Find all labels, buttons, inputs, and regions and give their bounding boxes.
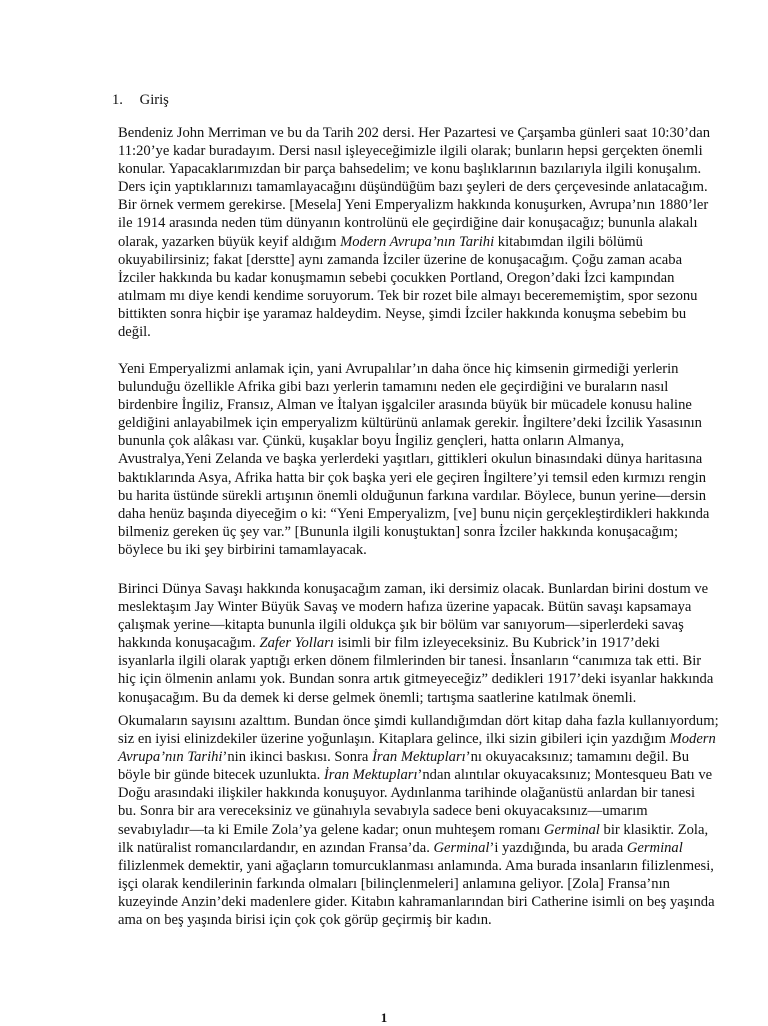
text-line <box>118 269 675 287</box>
text-run: atılmam mı diye kendi kendime soruyorum. Tek bir rozet bile almayı becerememiştim, spor sezonu <box>118 287 698 304</box>
section-heading <box>112 91 169 109</box>
text-line <box>118 305 687 323</box>
text-run: ama on beş yaşında birisi için çok çok görüp geçirmiş bir kadın. <box>118 912 492 929</box>
text-line <box>118 487 707 505</box>
text-line <box>118 251 683 269</box>
text-run: olarak, yazarken büyük keyif aldığım <box>118 233 341 250</box>
text-run: okuyabilirsiniz; fakat [derstte] aynı zamanda İzciler üzerine de konuşacağım. Çoğu zaman acaba <box>118 251 683 268</box>
text-line <box>118 748 690 766</box>
text-run: filizlenmek demektir, yani ağaçların tomurcuklanması anlamında. Ama burada insanların filizlenmesi, <box>118 857 714 874</box>
italic-title: İran Mektupları <box>372 749 466 766</box>
text-run: hakkında konuşacağım. <box>118 635 260 652</box>
text-line <box>118 911 658 929</box>
text-run: sevabıyladır—ta ki Emile Zola’ya gelene kadar; onun muhteşem romanı <box>118 821 544 838</box>
text-line <box>118 450 703 468</box>
text-run: böylece bu iki şey birbirini tamamlayacak. <box>118 541 367 558</box>
text-run: ’nin ikinci baskısı. Sonra <box>222 749 373 766</box>
text-line <box>118 689 658 707</box>
text-run: birdenbire İngiliz, Fransız, Alman ve İtalyan işgalciler arasında büyük bir mücadele konusu haline <box>118 397 692 414</box>
text-run: bu harita üstünde sürekli artışının önemli olduğunun farkına vardılar. Böylece, bunun yerine—dersin <box>118 487 707 504</box>
page-number: 1 <box>380 1010 388 1025</box>
italic-title: Germinal <box>626 839 683 856</box>
text-run: hiç için ölmenin anlamı yok. Bundan sonra artık gitmeyeceğiz” dedikleri 1917’deki isyanlar hakkında <box>118 671 714 688</box>
text-line <box>118 580 709 598</box>
italic-title: Germinal <box>433 839 490 856</box>
italic-title: Germinal <box>543 821 600 838</box>
text-run: Birinci Dünya Savaşı hakkında konuşacağım zaman, iki dersimiz olacak. Bunlardan birini dostum ve <box>118 581 709 597</box>
text-line <box>118 839 683 857</box>
text-line <box>118 670 714 688</box>
text-run: geldiğini anlayabilmek için emperyalizm kültürünü anlamak gerekir. İngiltere’deki İzcilik Yasasının <box>118 415 702 432</box>
paragraph <box>118 360 710 559</box>
text-line <box>118 616 684 634</box>
text-line <box>118 287 698 305</box>
text-line <box>118 893 715 911</box>
text-line <box>118 160 702 178</box>
text-run: siz en iyisi elinizdekiler üzerine yoğunlaşın. Kitaplara gelince, ilki sizin gibileri için yazdığım <box>118 731 670 748</box>
text-run: konular. Yapacaklarımızdan bir parça bahsedelim; ve konu başlıklarının bazılarıyla ilgili konuşalım. <box>118 161 702 178</box>
text-run: Doğu arasındaki ilişkiler hakkında konuşuyor. Aydınlanma tarihinde olağanüstü anlardan bir tanesi <box>118 785 696 802</box>
italic-title: İran Mektupları <box>323 767 418 784</box>
text-run: bilmeniz gereken üç şey var.” [Bununla ilgili konuştuktan] sonra İzciler hakkında konuşacağım; <box>118 523 679 540</box>
text-run: Bir örnek vermem gerekirse. [Mesela] Yeni Emperyalizm hakkında konuşurken, Avrupa’nın 1880’ler <box>118 197 709 214</box>
section-title: Giriş <box>139 92 169 108</box>
text-run: böyle bir günde bitecek uzunlukta. <box>118 767 324 784</box>
text-line <box>118 214 698 232</box>
text-line <box>118 178 708 196</box>
text-run: kuzeyinde Anzin’deki madenlere gider. Kitabın kahramanlarından biri Catherine isimli on beş yaşında <box>118 893 715 910</box>
text-run: bulunduğu özellikle Afrika gibi bazı yerlerin tamamını neden ele geçirdiğini ve buraların nasıl <box>118 379 669 396</box>
text-line <box>118 505 710 523</box>
text-line <box>118 378 669 396</box>
text-run: ’ndan alıntılar okuyacaksınız; Montesqueu Batı ve <box>417 767 713 784</box>
text-line <box>118 233 658 251</box>
text-run: meslektaşım Jay Winter Büyük Savaş ve modern hafıza üzerine yapacak. Bütün savaşı kapsamaya <box>118 599 692 616</box>
text-run: ile 1914 arasında neden tüm dünyanın kontrolünü ele geçirdiğine dair konuşacağız; bununla alakalı <box>118 215 698 232</box>
italic-title: Avrupa’nın Tarihi <box>118 749 223 766</box>
text-line <box>118 323 658 341</box>
text-line <box>118 712 719 730</box>
text-run: bittikten sonra hiçbir işe yaramaz haldeydim. Neyse, şimdi İzciler hakkında konuşma sebebim bu <box>118 305 687 322</box>
text-line <box>118 360 679 378</box>
text-run: Avustralya,Yeni Zelanda ve başka yerlerdeki yaşıtları, gittikleri okulun binasındaki dünya haritasına <box>118 451 703 468</box>
text-line <box>118 821 709 839</box>
text-line <box>118 730 716 748</box>
text-run: daha henüz başında diyeceğim o ki: “Yeni Emperyalizm, [ve] bunu niçin gerçekleştirdikleri hakkında <box>118 505 710 522</box>
text-run: bununla çok alâkası var. Çünkü, kuşaklar boyu İngiliz gençleri, hatta onların Almanya, <box>118 433 625 450</box>
text-line <box>118 541 658 559</box>
text-line <box>118 414 702 432</box>
text-run: çalışmak yerine—kitapta bununla ilgili oldukça şık bir bölüm var sanıyorum—siperlerdeki savaş <box>118 617 684 634</box>
text-run: bu. Sonra bir ara vereceksiniz ve günahıyla sevabıyla sadece beni okuyacaksınız—umarım <box>118 803 648 820</box>
section-number: 1. <box>112 92 123 108</box>
text-run: isyanlarla ilgili olarak yaptığı erken dönem filmlerinden bir tanesi. İnsanların “canımıza tak etti. Bir <box>118 653 702 670</box>
text-run: Bendeniz John Merriman ve bu da Tarih 202 dersi. Her Pazartesi ve Çarşamba günleri saat 10:30’dan <box>118 125 711 141</box>
text-run: İzciler hakkında bu kadar konuşmamın sebebi çocukken Portland, Oregon’daki İzci kampından <box>118 269 675 286</box>
text-line <box>118 875 670 893</box>
text-run: konuşacağım. Bu da demek ki derse gelmek önemli; tartışma saatlerine katılmak önemli. <box>118 689 637 706</box>
paragraph <box>118 712 719 929</box>
text-run: ’i yazdığında, bu arada <box>489 839 627 856</box>
text-run: Okumaların sayısını azalttım. Bundan önce şimdi kullandığımdan dört kitap daha fazla kullanıyordum; <box>118 713 719 729</box>
text-line <box>118 396 692 414</box>
text-line <box>118 432 658 450</box>
text-line <box>118 652 702 670</box>
text-run: Yeni Emperyalizmi anlamak için, yani Avrupalılar’ın daha önce hiç kimsenin girmediği yerlerin <box>118 361 679 377</box>
italic-title: Zafer Yolları <box>259 635 334 652</box>
text-run: kitabımdan ilgili bölümü <box>494 233 643 250</box>
text-line <box>118 802 658 820</box>
text-line <box>118 523 679 541</box>
paragraph <box>118 124 711 341</box>
text-line <box>118 857 714 875</box>
text-line <box>118 196 709 214</box>
text-line <box>118 469 706 487</box>
text-run: ’nı okuyacaksınız; tamamını değil. Bu <box>465 749 690 766</box>
text-run: baktıklarında Asya, Afrika hatta bir çok başka yeri ele geçiren İngiltere’yi temsil eden kırmızı rengin <box>118 469 706 486</box>
text-run: bir klasiktir. Zola, <box>599 821 709 838</box>
text-run: Ders için yaptıklarınızı tamamlayacağını düşündüğüm bazı şeyleri de ders çerçevesinde anlatacağım. <box>118 179 708 196</box>
italic-title: Modern Avrupa’nın Tarihi <box>340 233 495 250</box>
paragraph <box>118 580 714 707</box>
text-line <box>118 634 658 652</box>
text-run: isimli bir film izleyeceksiniz. Bu Kubrick’in 1917’deki <box>333 635 660 652</box>
text-line <box>118 124 711 142</box>
text-line <box>118 142 703 160</box>
text-run: ilk natüralist romancılardandır, en azından Fransa’da. <box>118 839 434 856</box>
text-run: işçi olarak kendilerinin farkında olmaları [bilinçlenmeleri] anlamına geliyor. [Zola] Fransa’nın <box>118 875 670 892</box>
text-line <box>118 784 696 802</box>
text-line <box>118 766 713 784</box>
text-run: 11:20’ye kadar buradayım. Dersi nasıl işleyeceğimizle ilgili olarak; bunların hepsi gerçekten önemli <box>118 143 703 160</box>
italic-title: Modern <box>669 731 716 748</box>
text-run: değil. <box>118 324 151 341</box>
text-line <box>118 598 692 616</box>
